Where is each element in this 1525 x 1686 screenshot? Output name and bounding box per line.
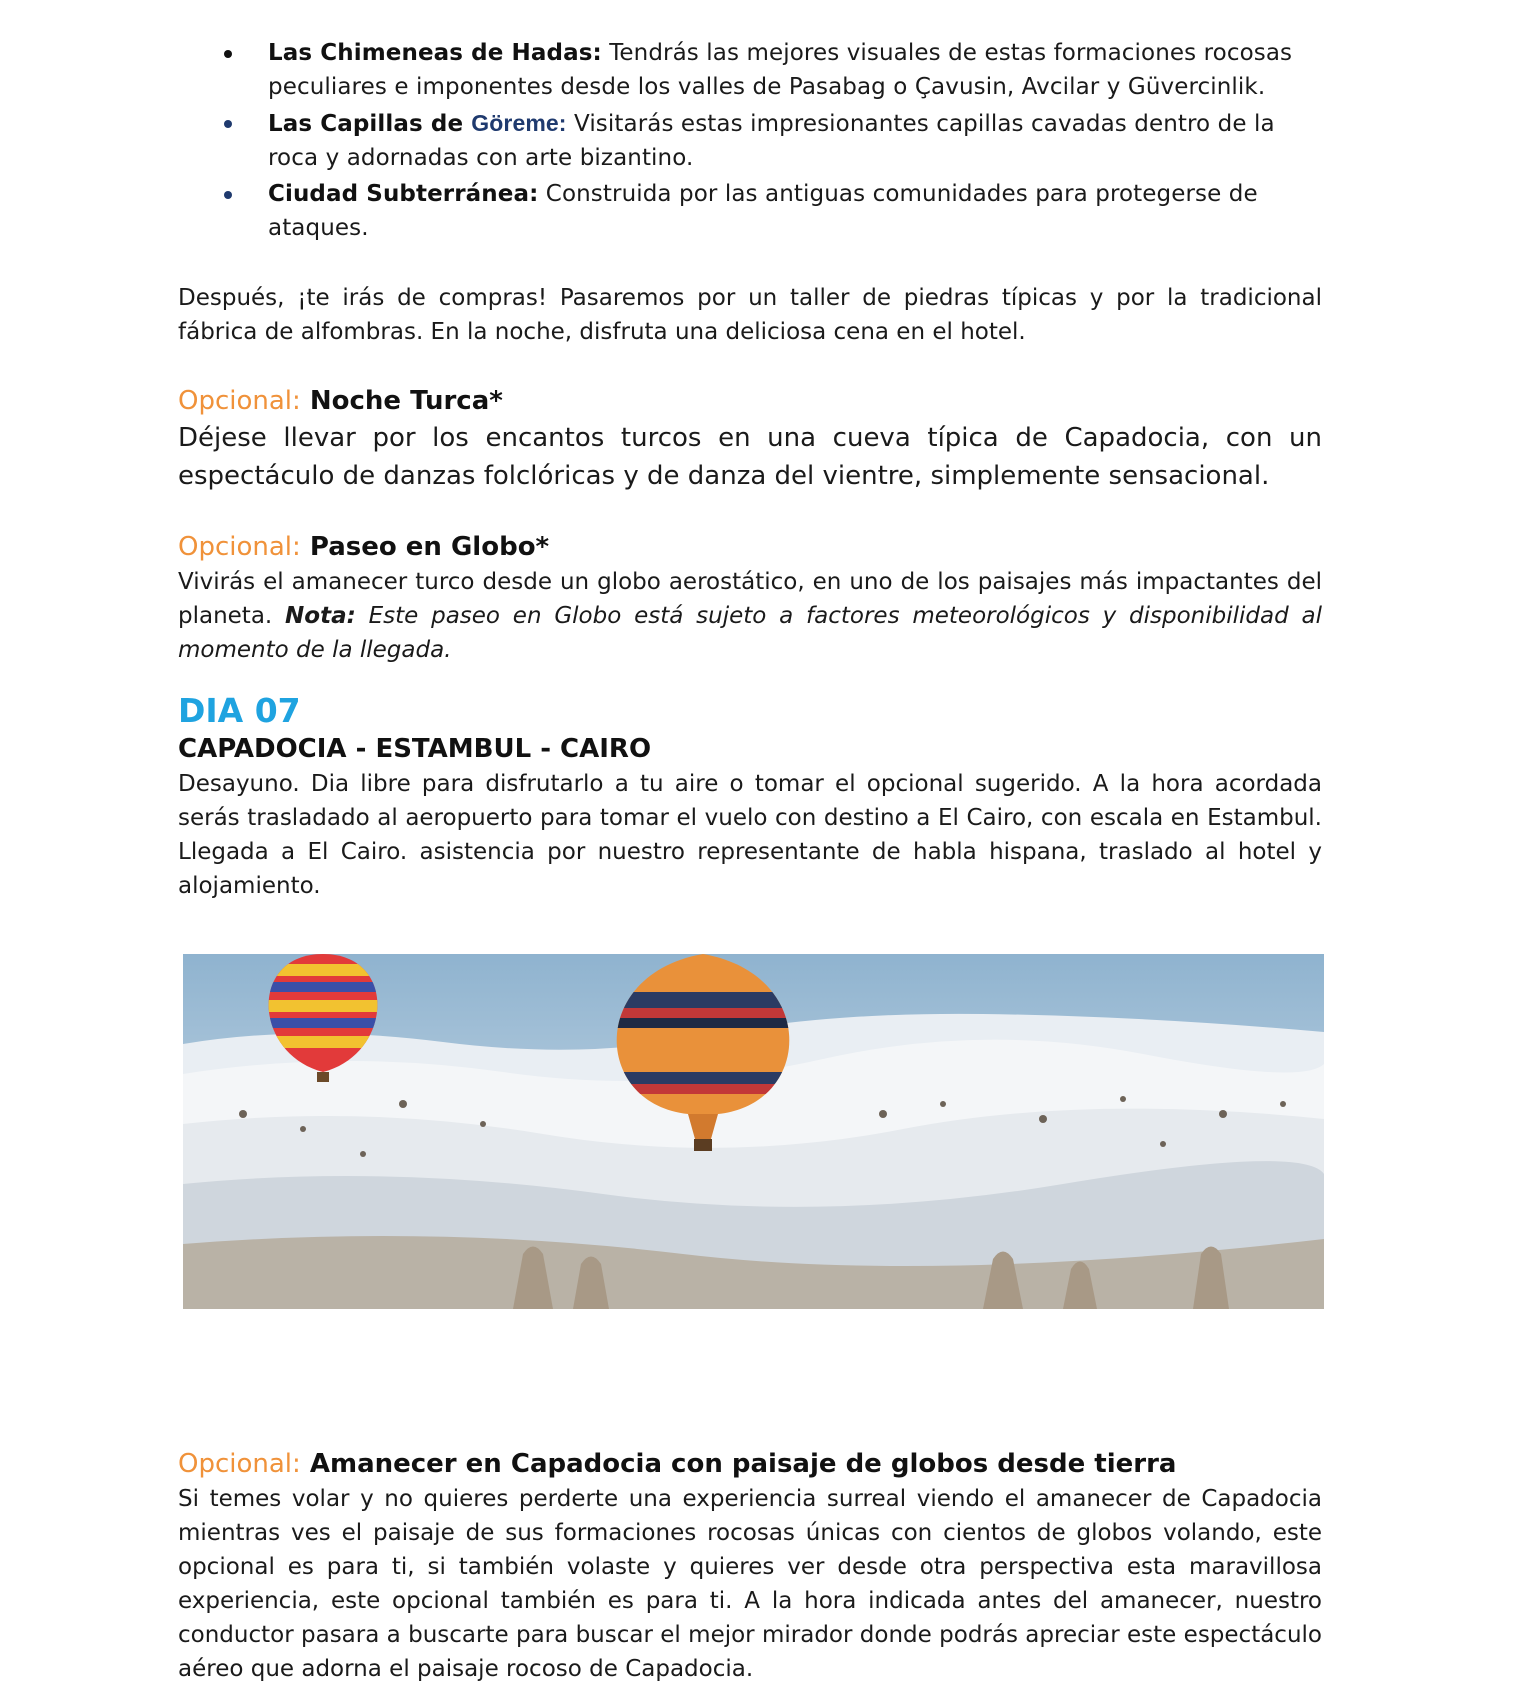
list-item	[178, 106, 1322, 175]
optional-amanecer-heading	[178, 1446, 1322, 1482]
cappadocia-balloons-photo	[183, 954, 1324, 1309]
nota-label: Nota:	[285, 603, 356, 629]
day-text: Desayuno. Dia libre para disfrutarlo a tu aire o tomar el opcional sugerido. A la hora acordada serás trasladado al aeropuerto para tomar el vuelo con destino a El Cairo, con escala en Estambul. Llegada a El Cairo. asistencia por nuestro representante de habla hispana, traslado al hotel y alojamiento.	[178, 771, 1322, 899]
goreme-name: Göreme:	[471, 110, 567, 136]
bullet-title: Ciudad Subterránea:	[268, 181, 539, 207]
optional-paseo-globo-heading	[178, 529, 1322, 565]
bullet-text: Tendrás las mejores visuales de estas formaciones rocosas peculiares e imponentes desde los valles de Pasabag o Çavusin, Avcilar y Güvercinlik.	[268, 40, 1293, 100]
bullet-text: Construida por las antiguas comunidades para protegerse de ataques.	[268, 181, 1258, 241]
optional-label: Opcional:	[178, 1449, 301, 1479]
optional-paseo-globo-text	[178, 565, 1322, 667]
bullet-title-prefix: Las Capillas de	[268, 111, 472, 137]
paseo-text: Vivirás el amanecer turco desde un globo aerostático, en uno de los paisajes más impactantes del planeta.	[178, 569, 1322, 629]
day-route: CAPADOCIA - ESTAMBUL - CAIRO	[178, 734, 652, 764]
list-item	[178, 177, 1322, 245]
list-item	[178, 36, 1322, 104]
optional-title: Paseo en Globo*	[300, 532, 550, 562]
bullet-icon	[224, 50, 232, 58]
document-page	[178, 36, 1322, 903]
day-label: DIA 07	[178, 691, 301, 730]
optional-amanecer-text: Si temes volar y no quieres perderte una experiencia surreal viendo el amanecer de Capadocia mientras ves el paisaje de sus formaciones rocosas únicas con cientos de globos volando, este opcional es para ti, si también volaste y quieres ver desde otra perspectiva esta maravillosa experiencia, este opcional también es para ti. A la hora indicada antes del amanecer, nuestro conductor pasara a buscarte para buscar el mejor mirador donde podrás apreciar este espectáculo aéreo que adorna el paisaje rocoso de Capadocia.	[178, 1486, 1322, 1682]
nota-text: Este paseo en Globo está sujeto a factores meteorológicos y disponibilidad al momento de la llegada.	[178, 603, 1323, 663]
bullet-icon	[224, 191, 232, 199]
optional-title: Noche Turca*	[300, 386, 503, 416]
optional-label: Opcional:	[178, 532, 301, 562]
optional-label: Opcional:	[178, 386, 301, 416]
shopping-paragraph: Después, ¡te irás de compras! Pasaremos por un taller de piedras típicas y por la tradicional fábrica de alfombras. En la noche, disfruta una deliciosa cena en el hotel.	[178, 285, 1322, 345]
bullet-text: Visitarás estas impresionantes capillas cavadas dentro de la roca y adornadas con arte bizantino.	[268, 111, 1275, 171]
attractions-list	[178, 36, 1322, 245]
bullet-icon	[224, 120, 232, 128]
bullet-title	[268, 111, 567, 137]
bullet-title: Las Chimeneas de Hadas:	[268, 40, 602, 66]
optional-amanecer-section	[178, 1446, 1322, 1686]
optional-noche-turca-text: Déjese llevar por los encantos turcos en una cueva típica de Capadocia, con un espectáculo de danzas folclóricas y de danza del vientre, simplemente sensacional.	[178, 423, 1322, 491]
optional-title: Amanecer en Capadocia con paisaje de globos desde tierra	[300, 1449, 1177, 1479]
optional-noche-turca-heading	[178, 383, 1322, 419]
